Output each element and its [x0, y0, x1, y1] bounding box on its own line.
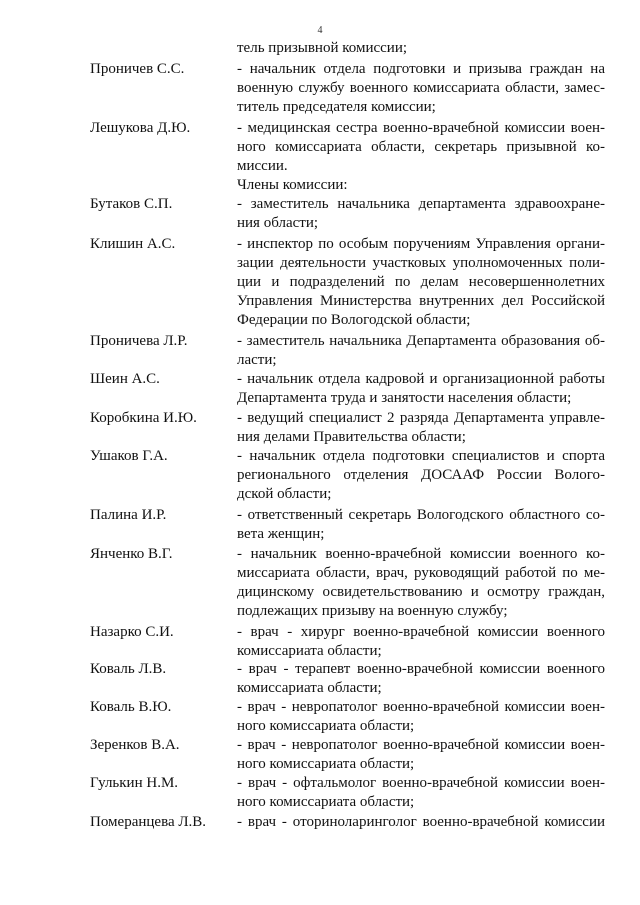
- member-role-line: Федерации по Вологодской области;: [237, 312, 471, 328]
- member-role-line: - врач - офтальмолог военно-врачебной комиссии воен-: [237, 775, 605, 791]
- member-name: Лешукова Д.Ю.: [90, 120, 191, 136]
- member-role-line: миссии.: [237, 158, 288, 174]
- member-role-line: комиссариата области;: [237, 643, 382, 659]
- member-role-line: Управления Министерства внутренних дел Российской: [237, 293, 605, 309]
- member-name: Шеин А.С.: [90, 371, 160, 387]
- member-role-line: дицинскому освидетельствованию и осмотру граждан,: [237, 584, 605, 600]
- member-name: Янченко В.Г.: [90, 546, 173, 562]
- member-role-line: титель председателя комиссии;: [237, 99, 436, 115]
- member-role-line: - начальник военно-врачебной комиссии военного ко-: [237, 546, 605, 562]
- member-role-line: вета женщин;: [237, 526, 325, 542]
- member-role-line: регионального отделения ДОСААФ России Волого-: [237, 467, 605, 483]
- member-role-line: ного комиссариата области;: [237, 756, 415, 772]
- member-role-line: - медицинская сестра военно-врачебной комиссии воен-: [237, 120, 605, 136]
- member-name: Палина И.Р.: [90, 507, 167, 523]
- member-role-line: - начальник отдела кадровой и организационной работы: [237, 371, 605, 387]
- member-role-line: - начальник отдела подготовки специалистов и спорта: [237, 448, 605, 464]
- member-role-line: - врач - оториноларинголог военно-врачебной комиссии: [237, 814, 605, 830]
- member-name: Проничева Л.Р.: [90, 333, 188, 349]
- member-role-line: - врач - хирург военно-врачебной комиссии военного: [237, 624, 605, 640]
- member-role-line: - врач - невропатолог военно-врачебной комиссии воен-: [237, 699, 605, 715]
- member-role-line: ния делами Правительства области;: [237, 429, 466, 445]
- member-name: Бутаков С.П.: [90, 196, 173, 212]
- member-role-line: миссариата области, врач, руководящий работой по ме-: [237, 565, 605, 581]
- member-name: Клишин А.С.: [90, 236, 176, 252]
- member-role-line: комиссариата области;: [237, 680, 382, 696]
- member-role-line: дской области;: [237, 486, 332, 502]
- member-name: Ушаков Г.А.: [90, 448, 168, 464]
- member-name: Гулькин Н.М.: [90, 775, 179, 791]
- page-number: 4: [317, 25, 323, 36]
- member-role-line: ного комиссариата области, секретарь призывной ко-: [237, 139, 605, 155]
- member-role-line: - врач - невропатолог военно-врачебной комиссии воен-: [237, 737, 605, 753]
- member-role-line: - начальник отдела подготовки и призыва граждан на: [237, 61, 605, 77]
- member-name: Коробкина И.Ю.: [90, 410, 197, 426]
- member-role-line: зации деятельности участковых уполномоченных поли-: [237, 255, 605, 271]
- member-role-line: - ведущий специалист 2 разряда Департамента управле-: [237, 410, 605, 426]
- member-role-line: ния области;: [237, 215, 319, 231]
- member-role-line: ласти;: [237, 352, 277, 368]
- member-role-line: ции и подразделений по делам несовершеннолетних: [237, 274, 605, 290]
- member-role-line: ного комиссариата области;: [237, 718, 415, 734]
- member-role-line: - заместитель начальника Департамента образования об-: [237, 333, 605, 349]
- member-name: Коваль Л.В.: [90, 661, 167, 677]
- member-name: Померанцева Л.В.: [90, 814, 207, 830]
- continuation-line: тель призывной комиссии;: [237, 40, 408, 56]
- member-role-line: - ответственный секретарь Вологодского областного со-: [237, 507, 605, 523]
- member-role-line: подлежащих призыву на военную службу;: [237, 603, 508, 619]
- members-heading: Члены комиссии:: [237, 177, 348, 193]
- member-role-line: - врач - терапевт военно-врачебной комиссии военного: [237, 661, 605, 677]
- member-role-line: - инспектор по особым поручениям Управления органи-: [237, 236, 605, 252]
- member-name: Коваль В.Ю.: [90, 699, 172, 715]
- member-name: Зеренков В.А.: [90, 737, 180, 753]
- member-name: Проничев С.С.: [90, 61, 185, 77]
- member-role-line: военную службу военного комиссариата области, замес-: [237, 80, 605, 96]
- member-name: Назарко С.И.: [90, 624, 174, 640]
- member-role-line: - заместитель начальника департамента здравоохране-: [237, 196, 605, 212]
- member-role-line: Департамента труда и занятости населения области;: [237, 390, 572, 406]
- member-role-line: ного комиссариата области;: [237, 794, 415, 810]
